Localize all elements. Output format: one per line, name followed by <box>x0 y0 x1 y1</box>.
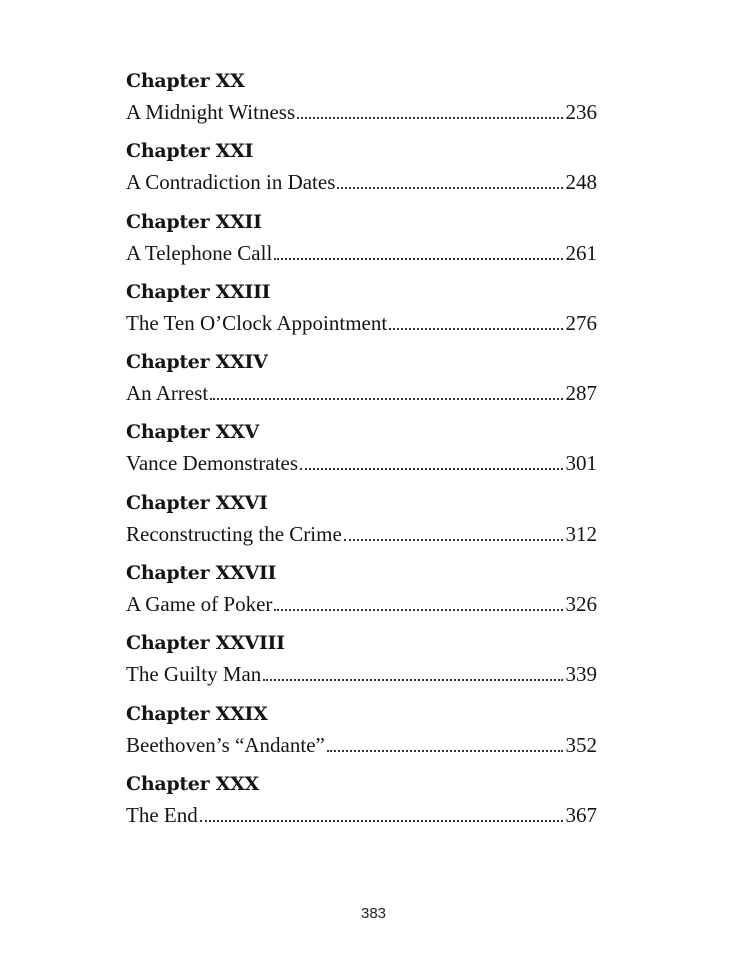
table-of-contents <box>126 66 597 839</box>
chapter-title: An Arrest <box>126 381 209 406</box>
dot-leader <box>274 608 562 611</box>
chapter-title: Beethoven’s “Andante” <box>126 732 325 757</box>
dot-leader <box>337 186 562 189</box>
chapter-page-number: 326 <box>565 592 597 617</box>
chapter-title: A Midnight Witness <box>126 100 296 124</box>
dot-leader <box>274 257 562 260</box>
chapter-title: The Guilty Man <box>126 662 262 687</box>
dot-leader <box>297 116 562 119</box>
toc-line <box>126 96 597 128</box>
chapter-page-number: 339 <box>565 662 597 687</box>
toc-entry <box>126 66 597 136</box>
chapter-title: Reconstructing the Crime <box>126 521 342 546</box>
toc-entry <box>126 417 597 487</box>
toc-line <box>126 166 597 198</box>
chapter-heading: Chapter XXIX <box>126 702 268 725</box>
toc-line <box>126 518 597 550</box>
chapter-heading: Chapter XXX <box>126 772 259 795</box>
toc-line <box>126 799 597 831</box>
chapter-title: The End <box>126 802 198 827</box>
chapter-page-number: 287 <box>565 381 597 406</box>
toc-line <box>126 588 597 620</box>
chapter-page-number: 301 <box>565 451 597 476</box>
toc-line <box>126 658 597 690</box>
dot-leader <box>327 749 563 752</box>
chapter-heading: Chapter XXII <box>126 210 262 233</box>
chapter-heading: Chapter XXIV <box>126 351 268 374</box>
dot-leader <box>389 327 562 330</box>
dot-leader <box>263 678 562 681</box>
chapter-title: The Ten O’Clock Appointment <box>126 310 388 335</box>
dot-leader <box>210 397 562 400</box>
chapter-page-number: 367 <box>565 802 597 827</box>
toc-line <box>126 307 597 339</box>
chapter-title: A Contradiction in Dates <box>126 170 336 195</box>
toc-line <box>126 237 597 269</box>
chapter-page-number: 352 <box>565 732 597 757</box>
toc-entry <box>126 347 597 417</box>
chapter-heading: Chapter XXVIII <box>126 632 285 655</box>
toc-entry <box>126 558 597 628</box>
page-number: 383 <box>360 905 387 922</box>
chapter-title: A Telephone Call <box>126 240 273 265</box>
chapter-heading: Chapter XXIII <box>126 280 271 303</box>
chapter-heading: Chapter XX <box>126 70 245 92</box>
toc-entry <box>126 488 597 558</box>
dot-leader <box>200 819 563 822</box>
toc-entry <box>126 628 597 698</box>
chapter-title: Vance Demonstrates <box>126 451 299 476</box>
chapter-heading: Chapter XXV <box>126 421 259 444</box>
toc-line <box>126 377 597 409</box>
chapter-page-number: 248 <box>565 170 597 195</box>
toc-line <box>126 447 597 479</box>
chapter-page-number: 276 <box>565 310 597 335</box>
chapter-page-number: 261 <box>565 240 597 265</box>
toc-entry <box>126 699 597 769</box>
chapter-title: A Game of Poker <box>126 592 273 617</box>
chapter-page-number: 312 <box>565 521 597 546</box>
chapter-heading: Chapter XXI <box>126 140 254 163</box>
toc-line <box>126 729 597 761</box>
toc-entry <box>126 136 597 206</box>
toc-entry <box>126 769 597 839</box>
dot-leader <box>300 467 562 470</box>
toc-entry <box>126 207 597 277</box>
chapter-page-number: 236 <box>565 100 597 124</box>
chapter-heading: Chapter XXVII <box>126 562 277 585</box>
toc-entry <box>126 277 597 347</box>
chapter-heading: Chapter XXVI <box>126 491 268 514</box>
dot-leader <box>344 538 563 541</box>
